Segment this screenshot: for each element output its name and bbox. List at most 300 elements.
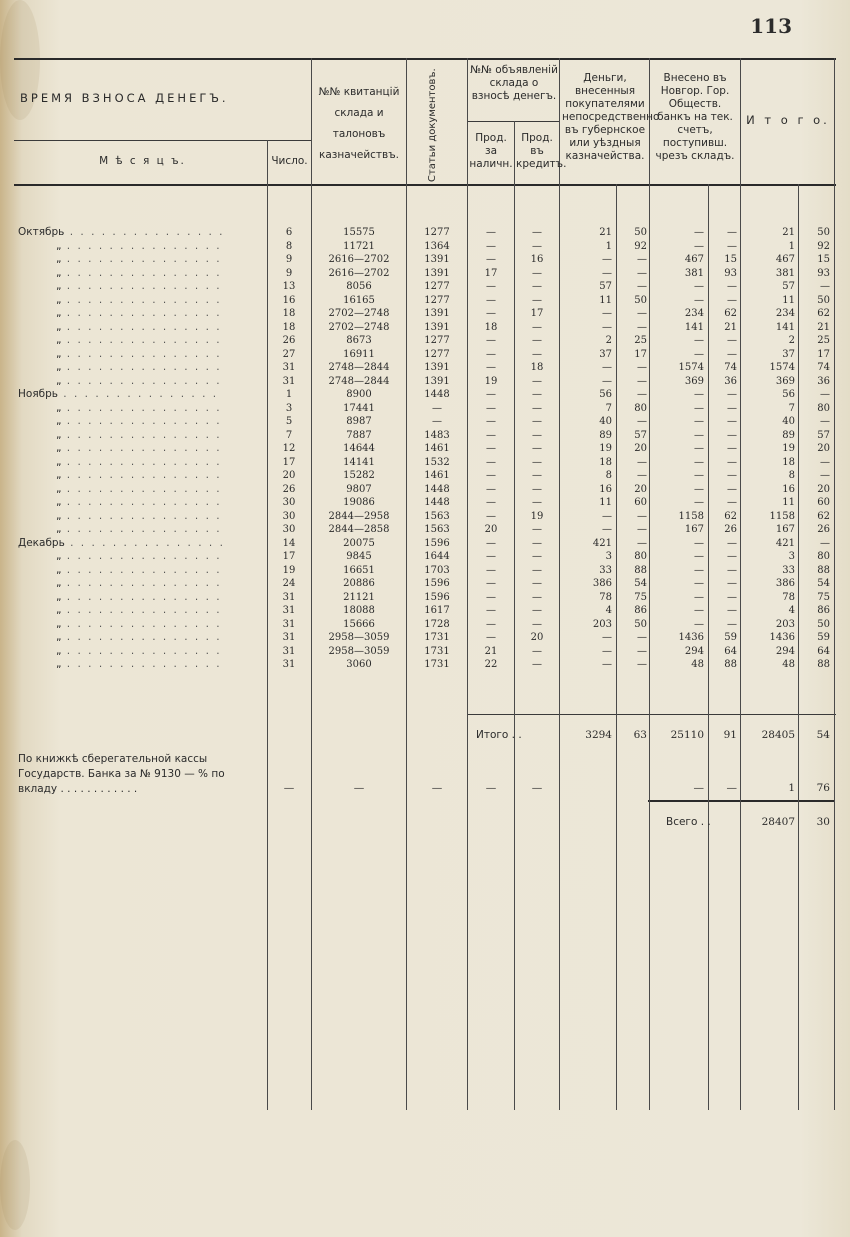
leader-dots: . . . . . . . . . . . . . . . <box>61 415 222 427</box>
day-header: Число. <box>271 155 308 167</box>
month-cell <box>18 402 266 416</box>
month-cell <box>18 361 266 375</box>
total-kop-cell: 80 <box>817 551 830 562</box>
bank-kop-cell: — <box>727 294 737 306</box>
total-kop-cell: 93 <box>817 267 830 279</box>
month-cell <box>18 280 266 294</box>
money-kop-cell: — <box>637 362 647 373</box>
bank-rub-cell: 234 <box>684 308 704 319</box>
receipt-cell: 2616—2702 <box>328 254 390 265</box>
bank-rub-cell: 467 <box>684 254 704 265</box>
money-rub-cell: 8 <box>605 470 612 481</box>
money-rub-cell: — <box>602 321 612 333</box>
money-kop-cell: — <box>637 389 647 400</box>
day-cell: 31 <box>282 645 296 657</box>
receipt-cell: 2844—2958 <box>328 510 390 522</box>
money-rub-cell: — <box>602 524 612 535</box>
leader-dots: . . . . . . . . . . . . . . . <box>61 239 222 252</box>
money-kop-cell: 20 <box>634 443 647 454</box>
itogo-total-kop: 54 <box>816 729 830 741</box>
total-rub-cell: 2 <box>788 335 795 346</box>
sale-credit-cell: — <box>532 429 542 441</box>
table-row <box>0 537 850 551</box>
total-kop-cell: 20 <box>817 483 830 495</box>
leader-dots: . . . . . . . . . . . . . . . <box>61 496 222 508</box>
total-kop-cell: 92 <box>817 240 830 252</box>
total-rub-cell: 11 <box>782 294 795 306</box>
receipt-cell: 7887 <box>346 429 372 441</box>
total-rub-cell: 89 <box>782 429 795 441</box>
day-cell: 31 <box>282 659 296 670</box>
bank-rub-cell: — <box>694 537 704 549</box>
day-cell: 6 <box>285 227 293 238</box>
table-row <box>0 456 850 470</box>
sale-cash-cell: — <box>486 227 496 238</box>
vsego-label: Всего . . <box>666 816 711 828</box>
article-cell: — <box>432 402 442 414</box>
itogo-money-rub: 3294 <box>585 729 612 741</box>
sale-cash-cell: — <box>486 362 496 373</box>
bank-kop-cell: — <box>727 389 737 400</box>
receipt-cell: 2616—2702 <box>328 267 390 279</box>
bank-rub-cell: — <box>694 294 704 306</box>
sale-cash-cell: — <box>486 254 496 265</box>
day-cell: 9 <box>285 254 293 265</box>
month-cell <box>18 267 266 281</box>
money-rub-cell: 203 <box>592 618 612 630</box>
money-rub-cell: — <box>602 632 612 643</box>
itogo-bank-kop: 91 <box>723 729 737 741</box>
month-label: „ <box>56 590 62 603</box>
money-rub-cell: 57 <box>599 281 612 292</box>
table-row <box>0 469 850 483</box>
total-rub-cell: 21 <box>782 227 795 238</box>
bank-rub-cell: — <box>694 591 704 603</box>
receipts-header: №№ квитанцій склада и талоновъ казначействъ. <box>318 86 400 161</box>
sale-cash-cell: — <box>486 537 496 549</box>
total-kop-cell: 64 <box>817 645 830 657</box>
vsego-rule <box>648 800 834 802</box>
month-cell <box>18 631 266 645</box>
bank-kop-cell: — <box>727 605 737 616</box>
day-cell: 31 <box>282 591 296 603</box>
total-kop-cell: 88 <box>817 564 830 576</box>
article-cell: 1364 <box>424 240 450 252</box>
month-cell <box>18 604 266 618</box>
total-kop-cell: 74 <box>817 362 830 373</box>
day-cell: 13 <box>282 281 296 292</box>
sale-credit-cell: — <box>532 564 542 576</box>
savings-dash: — <box>485 782 497 794</box>
sale-credit-cell: — <box>532 483 542 495</box>
leader-dots: . . . . . . . . . . . . . . . <box>61 604 222 616</box>
article-cell: 1391 <box>424 254 450 265</box>
sale-cash-cell: — <box>486 389 496 400</box>
bank-kop-cell: — <box>727 227 737 238</box>
table-row <box>0 253 850 267</box>
month-label: Октябрь <box>18 226 65 238</box>
month-label: „ <box>56 239 62 252</box>
sale-credit-cell: 16 <box>530 254 544 265</box>
money-rub-cell: 386 <box>592 578 612 589</box>
month-cell <box>18 591 266 605</box>
day-cell: 17 <box>282 456 296 468</box>
receipt-cell: 15282 <box>343 470 375 481</box>
leader-dots: . . . . . . . . . . . . . . . <box>61 442 222 454</box>
day-cell: 5 <box>285 416 293 427</box>
table-row <box>0 280 850 294</box>
bank-kop-cell: — <box>727 335 737 346</box>
money-rub-cell: 4 <box>605 605 612 616</box>
month-label: „ <box>56 293 62 306</box>
receipt-cell: 19086 <box>343 497 375 508</box>
article-cell: — <box>432 416 442 427</box>
total-rub-cell: 294 <box>775 645 795 657</box>
table-row <box>0 604 850 618</box>
sale-credit-cell: — <box>532 294 542 306</box>
article-cell: 1617 <box>424 605 450 616</box>
money-rub-cell: 16 <box>599 483 612 495</box>
sale-cash-cell: — <box>486 308 496 319</box>
leader-dots: . . . . . . . . . . . . . . . <box>61 523 222 535</box>
total-rub-cell: 16 <box>782 483 795 495</box>
month-cell <box>18 294 266 308</box>
sale-cash-cell: — <box>486 402 496 414</box>
bank-rub-cell: — <box>694 240 704 252</box>
sale-cash-cell: — <box>486 456 496 468</box>
bank-kop-cell: — <box>727 402 737 414</box>
month-label: „ <box>56 563 62 576</box>
total-rub-cell: 1574 <box>769 362 795 373</box>
articles-header: Статьи документовъ. <box>427 68 438 182</box>
leader-dots: . . . . . . . . . . . . . . . <box>61 631 222 643</box>
sale-cash-cell: — <box>486 443 496 454</box>
sale-cash-cell: — <box>486 497 496 508</box>
sale-credit-cell: — <box>532 443 542 454</box>
money-kop-cell: 25 <box>634 335 647 346</box>
bank-kop-cell: — <box>727 564 737 576</box>
sale-cash-cell: — <box>486 294 496 306</box>
table-row <box>0 294 850 308</box>
bank-rub-cell: — <box>694 429 704 441</box>
receipt-cell: 11721 <box>343 240 375 252</box>
bank-kop-cell: 93 <box>724 267 737 279</box>
month-cell <box>18 469 266 483</box>
itogo-bank-rub: 25110 <box>670 729 704 741</box>
receipt-cell: 14644 <box>343 443 375 454</box>
bank-rub-cell: — <box>694 564 704 576</box>
total-rub-cell: 56 <box>782 389 795 400</box>
table-row <box>0 658 850 672</box>
article-cell: 1391 <box>424 308 450 319</box>
month-cell <box>18 658 266 672</box>
leader-dots: . . . . . . . . . . . . . . . <box>61 428 222 441</box>
total-rub-cell: 421 <box>775 537 795 549</box>
bank-kop-cell: — <box>727 470 737 481</box>
bank-kop-cell: 36 <box>724 375 737 387</box>
receipt-cell: 8056 <box>346 281 372 292</box>
month-cell <box>18 334 266 348</box>
bank-kop-cell: — <box>727 618 737 630</box>
total-rub-cell: 19 <box>782 443 795 454</box>
day-cell: 8 <box>285 240 293 252</box>
day-cell: 7 <box>285 429 293 441</box>
sale-cash-cell: — <box>486 564 496 576</box>
article-cell: 1391 <box>424 321 450 333</box>
money-rub-cell: 19 <box>599 443 612 454</box>
money-rub-cell: — <box>602 308 612 319</box>
total-rub-cell: 40 <box>782 416 795 427</box>
article-cell: 1277 <box>424 348 450 360</box>
sale-cash-cell: 19 <box>484 375 498 387</box>
money-kop-cell: — <box>637 254 647 265</box>
sale-credit-cell: — <box>532 645 542 657</box>
savings-dash: — <box>283 782 295 794</box>
sale-cash-cell: 17 <box>484 267 498 279</box>
total-rub-cell: 11 <box>782 497 795 508</box>
month-cell <box>18 550 266 564</box>
leader-dots: . . . . . . . . . . . . . . . <box>61 293 222 306</box>
receipt-cell: 8987 <box>346 416 372 427</box>
table-row <box>0 267 850 281</box>
bank-kop-cell: 64 <box>724 645 737 657</box>
money-kop-cell: 86 <box>634 605 647 616</box>
total-kop-cell: — <box>820 537 830 549</box>
article-cell: 1596 <box>424 578 450 589</box>
vsego-total-kop: 30 <box>816 816 830 828</box>
table-row <box>0 348 850 362</box>
money-kop-cell: — <box>637 321 647 333</box>
month-cell <box>18 564 266 578</box>
bank-rub-cell: — <box>694 389 704 400</box>
bank-kop-cell: — <box>727 443 737 454</box>
total-rub-cell: 8 <box>788 470 795 481</box>
month-label: „ <box>56 428 62 441</box>
bank-kop-cell: 62 <box>724 510 737 522</box>
total-kop-cell: — <box>820 416 830 427</box>
vsego-total-rub: 28407 <box>761 816 795 828</box>
bank-rub-cell: — <box>694 416 704 427</box>
sale-credit-cell: — <box>532 497 542 508</box>
sale-cash-cell: 22 <box>484 659 498 670</box>
bank-rub-cell: — <box>694 348 704 360</box>
sale-cash-cell: — <box>486 281 496 292</box>
month-label: Декабрь <box>18 536 65 549</box>
sale-credit-cell: — <box>532 402 542 414</box>
day-cell: 1 <box>285 389 293 400</box>
bank-rub-cell: 1574 <box>678 362 704 373</box>
leader-dots: . . . . . . . . . . . . . . . <box>64 226 225 238</box>
day-cell: 26 <box>282 483 296 495</box>
leader-dots: . . . . . . . . . . . . . . . <box>61 334 222 346</box>
money-rub-cell: 37 <box>599 348 612 360</box>
total-kop-cell: 50 <box>817 294 830 306</box>
total-rub-cell: 141 <box>775 321 795 333</box>
total-kop-cell: — <box>820 470 830 481</box>
month-cell <box>18 456 266 470</box>
sale-credit-cell: 19 <box>530 510 544 522</box>
month-cell <box>18 483 266 497</box>
bank-kop-cell: — <box>727 551 737 562</box>
receipt-cell: 8900 <box>346 389 372 400</box>
money-kop-cell: — <box>637 267 647 279</box>
bank-rub-cell: 1158 <box>678 510 704 522</box>
money-rub-cell: 18 <box>599 456 612 468</box>
receipt-cell: 14141 <box>343 456 375 468</box>
total-rub-cell: 1158 <box>769 510 795 522</box>
bank-kop-cell: 21 <box>724 321 737 333</box>
total-rub-cell: 37 <box>782 348 795 360</box>
money-rub-cell: — <box>602 510 612 522</box>
money-rub-cell: 21 <box>599 227 612 238</box>
receipt-cell: 16165 <box>343 294 375 306</box>
leader-dots: . . . . . . . . . . . . . . . <box>61 307 222 319</box>
money-kop-cell: — <box>637 632 647 643</box>
money-kop-cell: 50 <box>634 618 647 630</box>
month-label: „ <box>56 266 62 279</box>
month-label: „ <box>56 280 62 292</box>
money-header: Деньги, внесенныя покупателями непосредственно въ губернское или уѣздныя казначейства. <box>562 72 660 162</box>
money-rub-cell: — <box>602 375 612 387</box>
day-cell: 19 <box>282 564 296 576</box>
leader-dots: . . . . . . . . . . . . . . . <box>61 266 222 279</box>
bank-rub-cell: 381 <box>684 267 704 279</box>
leader-dots: . . . . . . . . . . . . . . . <box>61 617 222 630</box>
month-cell <box>18 375 266 389</box>
sale-cash-cell: — <box>486 240 496 252</box>
sale-credit-cell: — <box>532 659 542 670</box>
total-kop-cell: 62 <box>817 308 830 319</box>
money-kop-cell: — <box>637 416 647 427</box>
page-stain <box>0 1140 30 1230</box>
bank-rub-cell: — <box>694 605 704 616</box>
table-row <box>0 321 850 335</box>
month-cell <box>18 307 266 321</box>
article-cell: 1448 <box>424 497 450 508</box>
bank-kop-cell: — <box>727 591 737 603</box>
bank-rub-cell: 167 <box>684 524 704 535</box>
article-cell: 1644 <box>424 551 450 562</box>
receipt-cell: 9845 <box>346 551 372 562</box>
month-cell <box>18 645 266 659</box>
sale-credit-cell: — <box>532 375 542 387</box>
day-cell: 9 <box>285 267 293 279</box>
sale-credit-header: Прод. въ кредитъ. <box>516 132 567 170</box>
money-kop-cell: 50 <box>634 227 647 238</box>
money-kop-cell: — <box>637 281 647 292</box>
total-kop-cell: 88 <box>817 659 830 670</box>
day-cell: 30 <box>282 497 296 508</box>
bank-kop-cell: — <box>727 348 737 360</box>
money-kop-cell: 88 <box>634 564 647 576</box>
bank-rub-cell: — <box>694 443 704 454</box>
month-label: „ <box>56 442 62 454</box>
article-cell: 1532 <box>424 456 450 468</box>
receipt-cell: 8673 <box>346 335 372 346</box>
sale-credit-cell: — <box>532 591 542 603</box>
sale-credit-cell: — <box>532 389 542 400</box>
month-label: „ <box>56 550 62 562</box>
sale-cash-cell: — <box>486 591 496 603</box>
table-row <box>0 442 850 456</box>
day-cell: 17 <box>282 551 296 562</box>
month-cell <box>18 496 266 510</box>
sale-cash-cell: — <box>486 483 496 495</box>
bank-kop-cell: — <box>727 537 737 549</box>
leader-dots: . . . . . . . . . . . . . . . <box>61 644 222 657</box>
day-cell: 18 <box>282 308 296 319</box>
day-cell: 30 <box>282 510 296 522</box>
month-label: „ <box>56 523 62 535</box>
bank-kop-cell: — <box>727 416 737 427</box>
savings-total-rub: 1 <box>788 782 795 794</box>
money-rub-cell: 3 <box>605 551 612 562</box>
total-kop-cell: — <box>820 389 830 400</box>
month-label: „ <box>56 469 62 481</box>
total-rub-cell: 4 <box>788 605 795 616</box>
month-cell <box>18 240 266 254</box>
total-kop-cell: — <box>820 281 830 292</box>
table-row <box>0 334 850 348</box>
month-label: „ <box>56 401 62 414</box>
month-label: „ <box>56 253 62 265</box>
bank-rub-cell: 294 <box>684 645 704 657</box>
month-cell <box>18 348 266 362</box>
table-row <box>0 240 850 254</box>
month-cell <box>18 321 266 335</box>
month-cell <box>18 429 266 443</box>
day-cell: 3 <box>285 402 293 414</box>
total-kop-cell: 75 <box>817 591 830 603</box>
money-kop-cell: 50 <box>634 294 647 306</box>
month-label: „ <box>56 415 62 427</box>
total-kop-cell: 25 <box>817 335 830 346</box>
total-kop-cell: 50 <box>817 227 830 238</box>
day-cell: 31 <box>282 605 296 616</box>
money-rub-cell: — <box>602 659 612 670</box>
month-cell <box>18 537 266 551</box>
total-kop-cell: 50 <box>817 618 830 630</box>
bank-rub-cell: — <box>694 227 704 238</box>
month-label: „ <box>56 307 62 319</box>
receipt-cell: 17441 <box>343 402 375 414</box>
money-kop-cell: — <box>637 470 647 481</box>
sale-credit-cell: — <box>532 551 542 562</box>
leader-dots: . . . . . . . . . . . . . . . <box>57 388 219 400</box>
total-rub-cell: 7 <box>788 402 795 414</box>
total-kop-cell: 26 <box>817 524 830 535</box>
bank-kop-cell: — <box>727 578 737 589</box>
table-row <box>0 361 850 375</box>
total-kop-cell: 62 <box>817 510 830 522</box>
bank-kop-cell: 74 <box>724 362 737 373</box>
day-cell: 14 <box>282 537 296 549</box>
table-row <box>0 402 850 416</box>
sale-cash-cell: — <box>486 429 496 441</box>
sale-cash-cell: — <box>486 510 496 522</box>
table-row <box>0 618 850 632</box>
money-rub-cell: — <box>602 267 612 279</box>
month-label: „ <box>56 577 62 589</box>
time-header: ВРЕМЯ ВЗНОСА ДЕНЕГЪ. <box>20 91 229 105</box>
money-kop-cell: 80 <box>634 551 647 562</box>
savings-dash: — <box>353 782 365 794</box>
money-kop-cell: — <box>637 308 647 319</box>
table-top-rule <box>14 58 836 60</box>
sale-cash-cell: 21 <box>484 645 498 657</box>
bank-kop-cell: — <box>727 240 737 252</box>
day-cell: 31 <box>282 632 296 643</box>
